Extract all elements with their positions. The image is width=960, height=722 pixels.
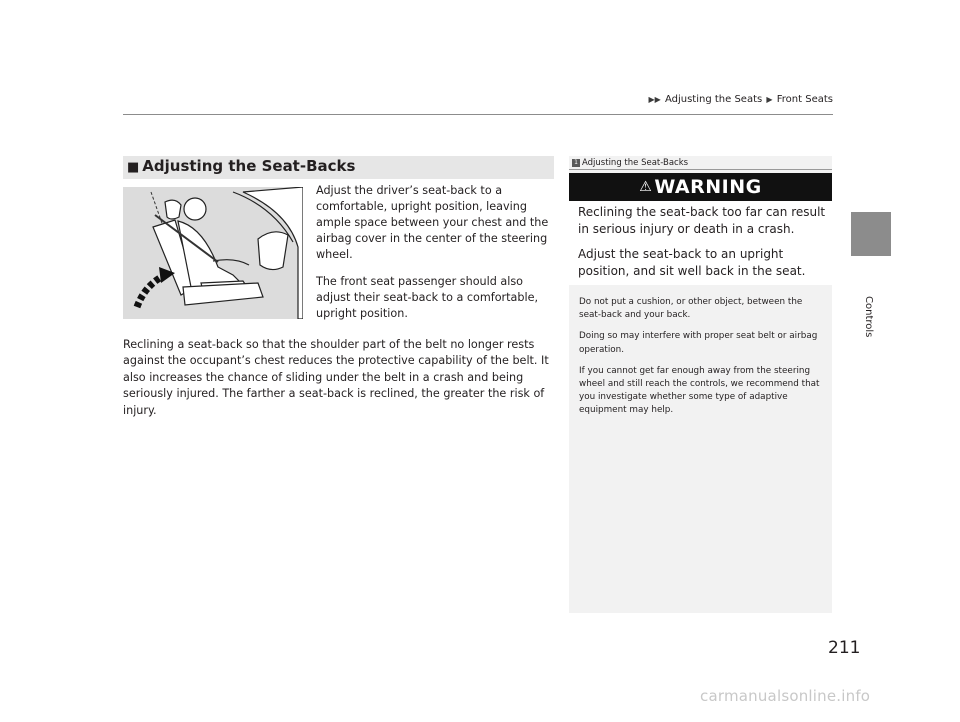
chapter-label: Controls [863, 296, 874, 338]
intro-paragraph: The front seat passenger should also adjust their seat-back to a comfortable, upright position. [316, 275, 539, 320]
note-paragraph: If you cannot get far enough away from the steering wheel and still reach the controls, we recommend that you investigate whether some type of adaptive equipment may help. [579, 365, 820, 416]
page-number: 211 [828, 638, 861, 658]
note-ref-icon: 1 [572, 159, 580, 167]
note-heading [572, 158, 688, 168]
intro-text [316, 183, 554, 333]
chapter-tab[interactable] [851, 212, 891, 256]
breadcrumb-item-seats[interactable]: Adjusting the Seats [664, 94, 763, 105]
watermark: carmanualsonline.info [700, 687, 871, 705]
note-heading-text[interactable]: Adjusting the Seat-Backs [582, 158, 689, 168]
intro-paragraph: Adjust the driver’s seat-back to a comfortable, upright position, leaving ample space between your chest and the airbag cover in the center of the steering wheel. [316, 184, 549, 261]
warning-line: Reclining the seat-back too far can result in serious injury or death in a crash. [578, 205, 826, 236]
header-divider [123, 114, 833, 115]
section-title [127, 157, 355, 175]
section-title-text: Adjusting the Seat-Backs [142, 157, 356, 175]
note-divider [569, 169, 832, 170]
warning-label: WARNING [654, 176, 762, 198]
breadcrumb-item-front-seats[interactable]: Front Seats [776, 94, 833, 105]
warning-line: Adjust the seat-back to an upright position, and sit well back in the seat. [578, 247, 806, 278]
black-square-icon: ■ [127, 160, 140, 175]
warning-text [578, 204, 828, 288]
double-triangle-right-icon: ▶▶ [648, 95, 661, 104]
triangle-right-icon: ▶ [766, 95, 773, 104]
seat-recline-drawing [123, 187, 303, 319]
note-paragraph: Doing so may interfere with proper seat belt or airbag operation. [579, 331, 818, 355]
note-paragraphs [579, 296, 825, 426]
warning-header [569, 173, 832, 201]
body-paragraph: Reclining a seat-back so that the shoulder part of the belt no longer rests against the occupant’s chest reduces the protective capability of the belt. It also increases the chance of sliding under the belt in a crash and being seriously injured. The farther a seat-back is reclined, the greater the risk of injury. [123, 338, 549, 417]
warning-triangle-icon: ⚠ [639, 179, 653, 195]
warning-box [569, 173, 832, 285]
seat-recline-illustration [123, 187, 303, 319]
note-paragraph: Do not put a cushion, or other object, between the seat-back and your back. [579, 297, 803, 321]
breadcrumb [600, 94, 833, 105]
